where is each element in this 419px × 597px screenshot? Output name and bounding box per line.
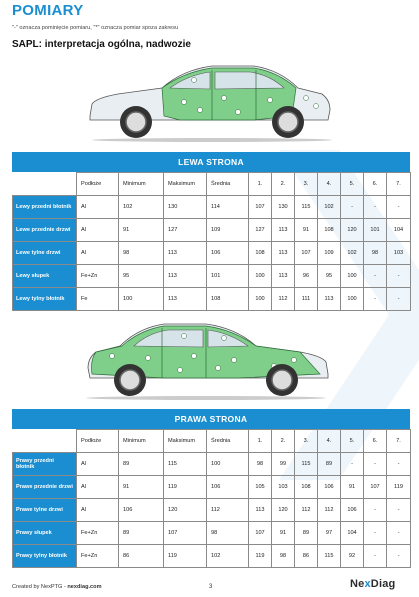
table-cell: Al bbox=[77, 196, 119, 219]
table-cell: 89 bbox=[318, 453, 341, 476]
table-row bbox=[13, 453, 411, 476]
row-label: Prawy tylny błotnik bbox=[13, 545, 77, 568]
table-cell: 112 bbox=[295, 499, 318, 522]
table-row bbox=[13, 522, 411, 545]
row-label: Lewy tylny błotnik bbox=[13, 288, 77, 311]
table-cell: 100 bbox=[341, 288, 364, 311]
table-cell: 119 bbox=[387, 476, 411, 499]
table-cell: - bbox=[364, 453, 387, 476]
brand-logo-part-2: Diag bbox=[370, 578, 396, 590]
table-cell: 109 bbox=[207, 219, 249, 242]
table-cell: 107 bbox=[295, 242, 318, 265]
header bbox=[12, 2, 408, 50]
footer-site-link[interactable]: nexdiag.com bbox=[67, 584, 102, 590]
footer-prefix: Created by NexPTG - bbox=[12, 584, 68, 590]
table-cell: 96 bbox=[295, 265, 318, 288]
table-cell: 95 bbox=[119, 265, 164, 288]
table-cell: 102 bbox=[207, 545, 249, 568]
table-corner bbox=[13, 430, 77, 453]
table-cell: Al bbox=[77, 476, 119, 499]
table-cell: 113 bbox=[318, 288, 341, 311]
table-cell: - bbox=[387, 499, 411, 522]
table-cell: 120 bbox=[341, 219, 364, 242]
column-header: 4. bbox=[318, 173, 341, 196]
row-label: Lewy przedni błotnik bbox=[13, 196, 77, 219]
table-cell: 98 bbox=[119, 242, 164, 265]
column-header: 2. bbox=[272, 173, 295, 196]
row-label: Prawe przednie drzwi bbox=[13, 476, 77, 499]
table-cell: - bbox=[387, 545, 411, 568]
table-header-row bbox=[13, 173, 411, 196]
column-header: Średnia bbox=[207, 430, 249, 453]
row-label: Prawy słupek bbox=[13, 522, 77, 545]
table-cell: 119 bbox=[164, 476, 207, 499]
column-header: 7. bbox=[387, 173, 411, 196]
table-cell: Al bbox=[77, 499, 119, 522]
table-cell: - bbox=[364, 522, 387, 545]
table-cell: Fe+Zn bbox=[77, 265, 119, 288]
column-header: Maksimum bbox=[164, 430, 207, 453]
column-header: 5. bbox=[341, 430, 364, 453]
table-cell: 108 bbox=[207, 288, 249, 311]
table-cell: 106 bbox=[341, 499, 364, 522]
right-side-section bbox=[12, 409, 410, 568]
table-row bbox=[13, 545, 411, 568]
table-cell: - bbox=[387, 522, 411, 545]
table-cell: 113 bbox=[249, 499, 272, 522]
page-title: POMIARY bbox=[12, 2, 84, 19]
table-cell: 98 bbox=[364, 242, 387, 265]
table-cell: - bbox=[364, 545, 387, 568]
column-header: 1. bbox=[249, 173, 272, 196]
table-cell: 104 bbox=[341, 522, 364, 545]
table-row bbox=[13, 242, 411, 265]
table-cell: 115 bbox=[295, 453, 318, 476]
table-row bbox=[13, 476, 411, 499]
table-cell: 112 bbox=[272, 288, 295, 311]
left-side-section bbox=[12, 152, 410, 311]
section-subtitle: SAPL: interpretacja ogólna, nadwozie bbox=[12, 39, 191, 50]
row-label: Lewe tylne drzwi bbox=[13, 242, 77, 265]
table-cell: 109 bbox=[318, 242, 341, 265]
table-cell: 101 bbox=[364, 219, 387, 242]
table-cell: - bbox=[364, 499, 387, 522]
column-header: 3. bbox=[295, 430, 318, 453]
table-cell: 106 bbox=[207, 242, 249, 265]
table-cell: Al bbox=[77, 219, 119, 242]
column-header: Maksimum bbox=[164, 173, 207, 196]
table-row bbox=[13, 196, 411, 219]
table-cell: 101 bbox=[207, 265, 249, 288]
page-number: 3 bbox=[209, 584, 213, 590]
table-cell: 92 bbox=[341, 545, 364, 568]
table-cell: 86 bbox=[295, 545, 318, 568]
left-side-measurements-table bbox=[12, 172, 411, 311]
table-cell: 107 bbox=[249, 522, 272, 545]
table-cell: 115 bbox=[318, 545, 341, 568]
table-cell: 98 bbox=[249, 453, 272, 476]
table-cell: 130 bbox=[272, 196, 295, 219]
table-row bbox=[13, 219, 411, 242]
brand-logo-x: x bbox=[364, 578, 371, 590]
car-left-side-illustration bbox=[84, 58, 334, 144]
table-header-row bbox=[13, 430, 411, 453]
table-cell: 86 bbox=[119, 545, 164, 568]
left-side-table-body bbox=[13, 173, 411, 311]
column-header: Minimum bbox=[119, 173, 164, 196]
table-cell: 91 bbox=[119, 219, 164, 242]
table-cell: 91 bbox=[272, 522, 295, 545]
footer-credit bbox=[12, 584, 102, 590]
table-cell: 120 bbox=[164, 499, 207, 522]
table-cell: - bbox=[341, 196, 364, 219]
table-cell: 107 bbox=[364, 476, 387, 499]
table-cell: - bbox=[341, 453, 364, 476]
table-cell: 113 bbox=[272, 265, 295, 288]
table-cell: 106 bbox=[119, 499, 164, 522]
table-cell: 97 bbox=[318, 522, 341, 545]
table-cell: 89 bbox=[119, 453, 164, 476]
table-cell: 130 bbox=[164, 196, 207, 219]
table-cell: Fe+Zn bbox=[77, 522, 119, 545]
table-cell: 108 bbox=[295, 476, 318, 499]
table-cell: 113 bbox=[272, 242, 295, 265]
table-row bbox=[13, 288, 411, 311]
table-cell: 106 bbox=[207, 476, 249, 499]
table-cell: 107 bbox=[164, 522, 207, 545]
column-header: 3. bbox=[295, 173, 318, 196]
table-cell: 107 bbox=[249, 196, 272, 219]
table-cell: 127 bbox=[249, 219, 272, 242]
table-cell: 127 bbox=[164, 219, 207, 242]
table-cell: 108 bbox=[249, 242, 272, 265]
table-cell: Fe+Zn bbox=[77, 545, 119, 568]
table-cell: 102 bbox=[119, 196, 164, 219]
row-label: Lewe przednie drzwi bbox=[13, 219, 77, 242]
right-side-measurements-table bbox=[12, 429, 411, 568]
table-cell: 98 bbox=[207, 522, 249, 545]
table-cell: 99 bbox=[272, 453, 295, 476]
table-cell: - bbox=[387, 265, 411, 288]
table-cell: 98 bbox=[272, 545, 295, 568]
column-header: Średnia bbox=[207, 173, 249, 196]
table-cell: 91 bbox=[295, 219, 318, 242]
table-cell: 100 bbox=[249, 265, 272, 288]
table-cell: 104 bbox=[387, 219, 411, 242]
table-cell: 100 bbox=[207, 453, 249, 476]
brand-logo bbox=[350, 578, 395, 590]
table-cell: 103 bbox=[387, 242, 411, 265]
right-side-table-body bbox=[13, 430, 411, 568]
table-cell: 91 bbox=[341, 476, 364, 499]
table-cell: - bbox=[387, 288, 411, 311]
table-cell: - bbox=[364, 265, 387, 288]
column-header: 1. bbox=[249, 430, 272, 453]
table-cell: 119 bbox=[249, 545, 272, 568]
table-cell: 102 bbox=[341, 242, 364, 265]
table-cell: 112 bbox=[207, 499, 249, 522]
table-cell: 89 bbox=[295, 522, 318, 545]
row-label: Prawy przedni błotnik bbox=[13, 453, 77, 476]
column-header: 4. bbox=[318, 430, 341, 453]
column-header: 5. bbox=[341, 173, 364, 196]
row-label: Prawe tylne drzwi bbox=[13, 499, 77, 522]
table-cell: 114 bbox=[207, 196, 249, 219]
table-cell: 113 bbox=[164, 242, 207, 265]
right-side-heading: PRAWA STRONA bbox=[12, 409, 410, 429]
column-header: Minimum bbox=[119, 430, 164, 453]
table-cell: - bbox=[364, 196, 387, 219]
table-cell: 113 bbox=[272, 219, 295, 242]
table-cell: 119 bbox=[164, 545, 207, 568]
car-right-side-illustration bbox=[84, 316, 334, 402]
table-cell: 95 bbox=[318, 265, 341, 288]
table-row bbox=[13, 499, 411, 522]
table-cell: 111 bbox=[295, 288, 318, 311]
table-cell: 106 bbox=[318, 476, 341, 499]
table-cell: 103 bbox=[272, 476, 295, 499]
table-cell: 108 bbox=[318, 219, 341, 242]
table-cell: 100 bbox=[341, 265, 364, 288]
table-cell: Fe bbox=[77, 288, 119, 311]
table-cell: 115 bbox=[164, 453, 207, 476]
table-row bbox=[13, 265, 411, 288]
column-header: 6. bbox=[364, 173, 387, 196]
brand-logo-part-1: Ne bbox=[350, 578, 365, 590]
row-label: Lewy słupek bbox=[13, 265, 77, 288]
table-cell: - bbox=[387, 196, 411, 219]
table-corner bbox=[13, 173, 77, 196]
column-header: 7. bbox=[387, 430, 411, 453]
table-cell: 105 bbox=[249, 476, 272, 499]
table-cell: 100 bbox=[119, 288, 164, 311]
table-cell: Al bbox=[77, 453, 119, 476]
column-header: 2. bbox=[272, 430, 295, 453]
table-cell: 91 bbox=[119, 476, 164, 499]
column-header: Podłoże bbox=[77, 173, 119, 196]
table-cell: 120 bbox=[272, 499, 295, 522]
table-cell: 102 bbox=[318, 196, 341, 219]
table-cell: 89 bbox=[119, 522, 164, 545]
table-cell: 115 bbox=[295, 196, 318, 219]
left-side-heading: LEWA STRONA bbox=[12, 152, 410, 172]
table-cell: 113 bbox=[164, 288, 207, 311]
table-cell: 113 bbox=[164, 265, 207, 288]
column-header: Podłoże bbox=[77, 430, 119, 453]
table-cell: 112 bbox=[318, 499, 341, 522]
column-header: 6. bbox=[364, 430, 387, 453]
table-cell: 100 bbox=[249, 288, 272, 311]
table-cell: - bbox=[387, 453, 411, 476]
legend-note: "-" oznacza pominięcie pomiaru, "*" oznacza pomiar spoza zakresu bbox=[12, 25, 179, 31]
table-cell: - bbox=[364, 288, 387, 311]
table-cell: Al bbox=[77, 242, 119, 265]
